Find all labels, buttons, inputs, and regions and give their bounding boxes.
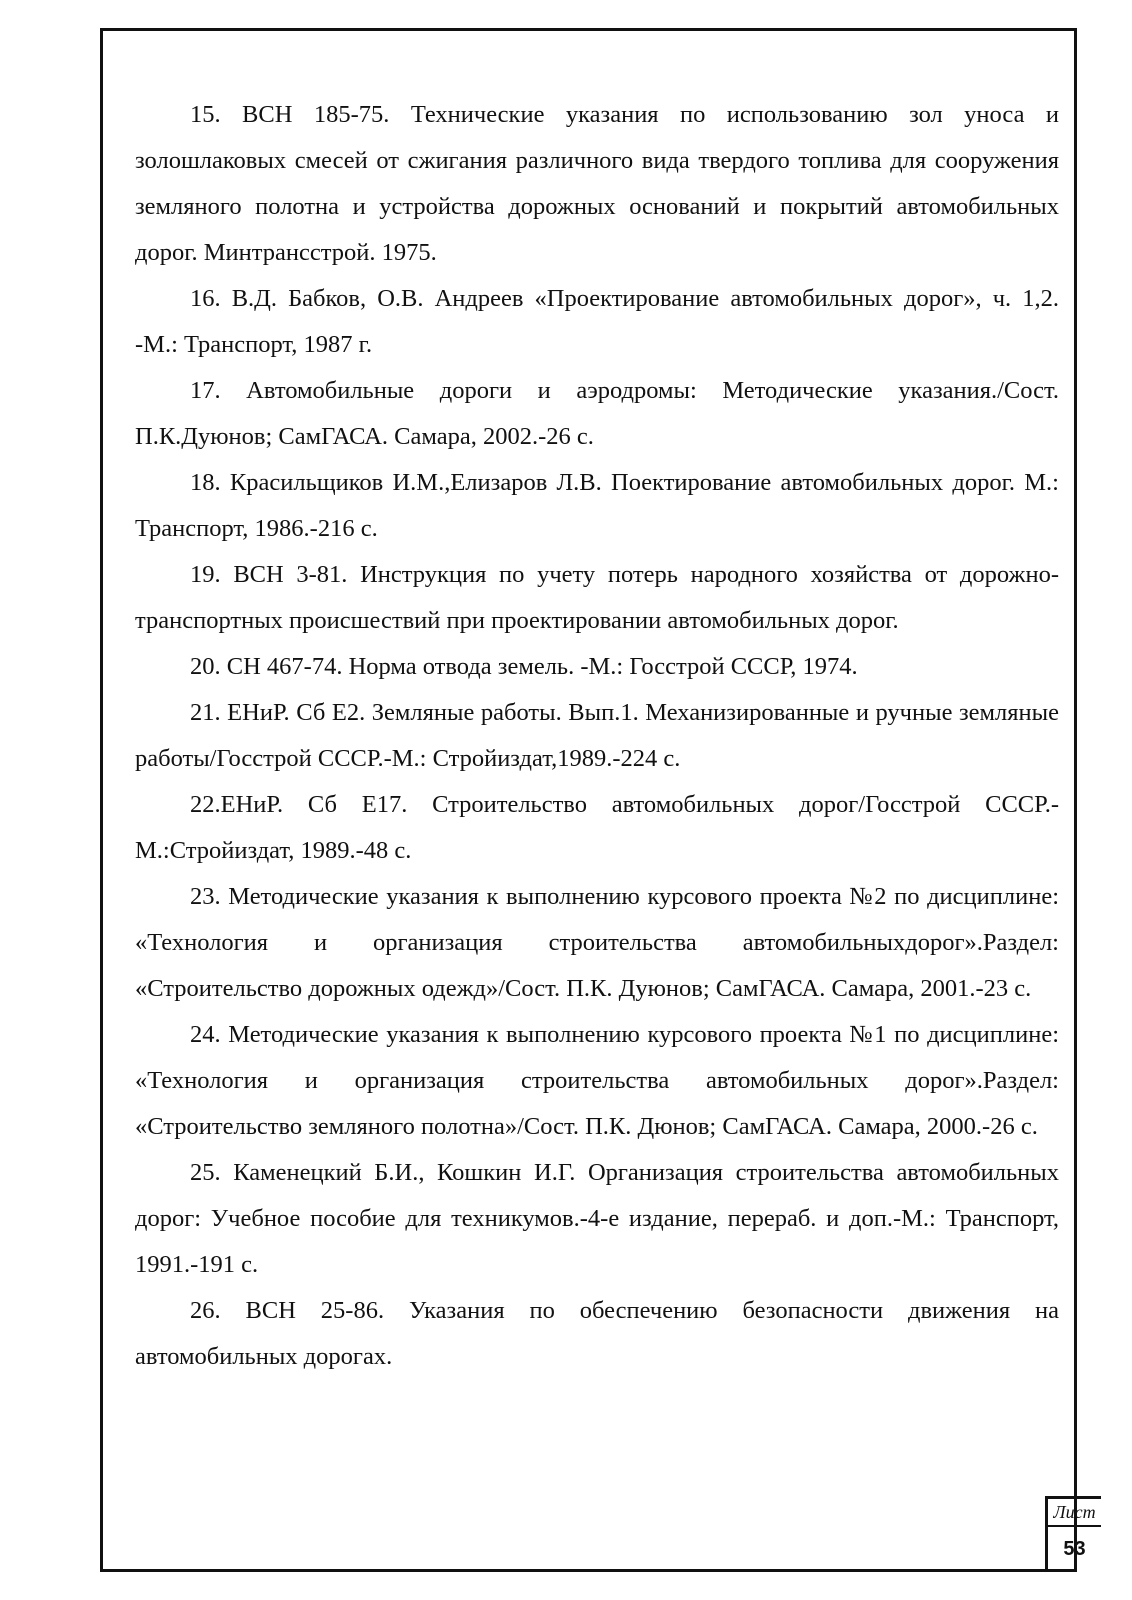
reference-item: 15. ВСН 185-75. Технические указания по использованию зол уноса и золошлаковых смесей от сжигания различного вида твердого топлива для сооружения земляного полотна и устройства дорожных оснований и покрытий автомобильных дорог. Минтрансстрой. 1975. [135,101,1059,266]
reference-item: 26. ВСН 25-86. Указания по обеспечению безопасности движения на автомобильных дорогах. [135,1297,1059,1370]
reference-item: 23. Методические указания к выполнению курсового проекта №2 по дисциплине: «Технология и организация строительства автомобильныхдорог».Раздел: «Строительство дорожных одежд»/Сост. П.К. Дуюнов; СамГАСА. Самара, 2001.-23 с. [135,883,1059,1002]
sheet-label: Лист [1048,1499,1101,1527]
reference-item: 24. Методические указания к выполнению курсового проекта №1 по дисциплине: «Технология и организация строительства автомобильных дорог».Раздел: «Строительство земляного полотна»/Сост. П.К. Дюнов; СамГАСА. Самара, 2000.-26 с. [135,1021,1059,1140]
reference-item: 17. Автомобильные дороги и аэродромы: Методические указания./Сост. П.К.Дуюнов; СамГАСА. Самара, 2002.-26 с. [135,377,1059,450]
reference-item: 18. Красильщиков И.М.,Елизаров Л.В. Поектирование автомобильных дорог. М.: Транспорт, 1986.-216 с. [135,469,1059,542]
sheet-stamp [1045,1496,1101,1572]
sheet-number: 53 [1063,1538,1086,1560]
reference-item: 25. Каменецкий Б.И., Кошкин И.Г. Организация строительства автомобильных дорог: Учебное пособие для техникумов.-4-е издание, перераб. и доп.-М.: Транспорт, 1991.-191 с. [135,1159,1059,1278]
reference-item: 22.ЕНиР. Сб Е17. Строительство автомобильных дорог/Госстрой СССР.-М.:Стройиздат, 1989.-48 с. [135,791,1059,864]
reference-item: 21. ЕНиР. Сб Е2. Земляные работы. Вып.1. Механизированные и ручные земляные работы/Госстрой СССР.-М.: Стройиздат,1989.-224 с. [135,699,1059,772]
reference-item: 19. ВСН 3-81. Инструкция по учету потерь народного хозяйства от дорожно-транспортных происшествий при проектировании автомобильных дорог. [135,561,1059,634]
reference-list [135,92,1059,1380]
reference-item: 20. СН 467-74. Норма отвода земель. -М.: Госстрой СССР, 1974. [190,653,858,680]
reference-item: 16. В.Д. Бабков, О.В. Андреев «Проектирование автомобильных дорог», ч. 1,2. -М.: Транспорт, 1987 г. [135,285,1059,358]
